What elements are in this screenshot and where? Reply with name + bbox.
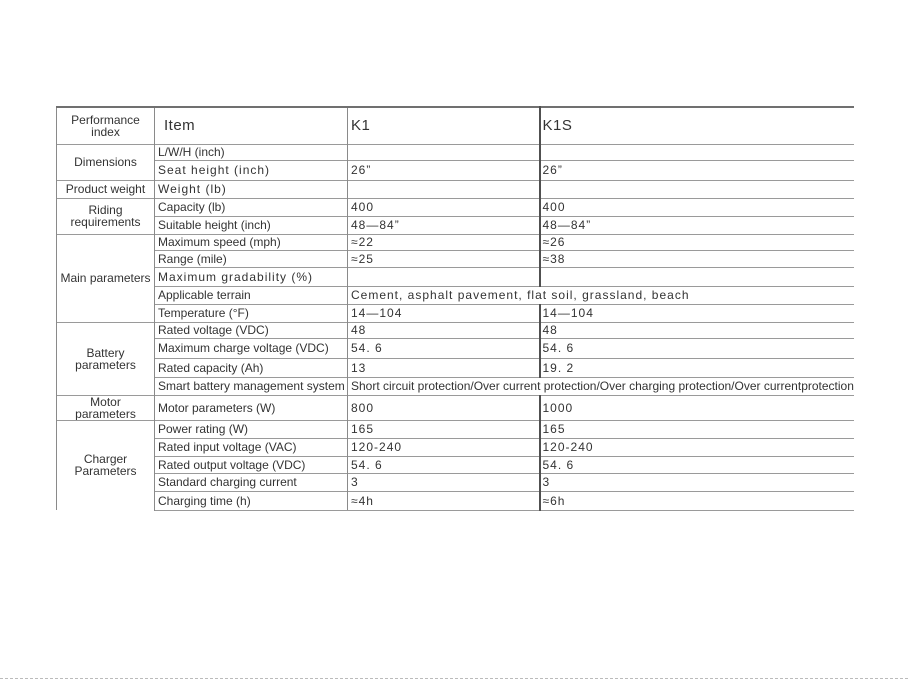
- table-row: [57, 338, 854, 358]
- k1s-cell: 120-240: [540, 438, 854, 456]
- item-cell: Range (mile): [155, 250, 348, 267]
- item-cell: Capacity (lb): [155, 198, 348, 216]
- item-cell: L/W/H (inch): [155, 144, 348, 160]
- battery-protection-cell: Short circuit protection/Over current protection/Over charging protection/Over currentprotection: [348, 377, 854, 395]
- table-row: [57, 144, 854, 160]
- k1-cell: 54. 6: [348, 338, 540, 358]
- item-cell: Power rating (W): [155, 420, 348, 438]
- spec-table: [56, 106, 854, 511]
- table-row: [57, 438, 854, 456]
- k1s-cell: 48: [540, 322, 854, 338]
- table-row: [57, 473, 854, 491]
- k1s-cell: [540, 144, 854, 160]
- table-row: [57, 420, 854, 438]
- item-cell: Charging time (h): [155, 491, 348, 510]
- item-cell: Maximum charge voltage (VDC): [155, 338, 348, 358]
- table-row: [57, 456, 854, 473]
- category-main-parameters: Main parameters: [57, 234, 155, 322]
- k1-cell: [348, 180, 540, 198]
- item-cell: Rated voltage (VDC): [155, 322, 348, 338]
- k1-cell: 120-240: [348, 438, 540, 456]
- k1-cell: 48: [348, 322, 540, 338]
- k1-cell: 26”: [348, 160, 540, 180]
- table-row: [57, 395, 854, 420]
- category-charger-parameters: Charger Parameters: [57, 420, 155, 510]
- k1s-cell: 48—84”: [540, 216, 854, 234]
- k1s-cell: ≈6h: [540, 491, 854, 510]
- category-dimensions: Dimensions: [57, 144, 155, 180]
- item-cell: Weight (lb): [155, 180, 348, 198]
- header-performance-index: Performance index: [57, 107, 155, 144]
- header-item: Item: [155, 107, 348, 144]
- item-cell: Applicable terrain: [155, 286, 348, 304]
- page-bottom-divider: [0, 678, 908, 679]
- item-cell: Maximum speed (mph): [155, 234, 348, 250]
- k1s-cell: 3: [540, 473, 854, 491]
- k1-cell: ≈25: [348, 250, 540, 267]
- k1-cell: 14—104: [348, 304, 540, 322]
- table-row: [57, 377, 854, 395]
- item-cell: Maximum gradability (%): [155, 267, 348, 286]
- k1-cell: 48—84”: [348, 216, 540, 234]
- k1-cell: [348, 267, 540, 286]
- k1s-cell: [540, 180, 854, 198]
- item-cell: Rated capacity (Ah): [155, 358, 348, 377]
- category-riding-requirements: Riding requirements: [57, 198, 155, 234]
- k1-cell: 13: [348, 358, 540, 377]
- table-row: [57, 358, 854, 377]
- k1s-cell: 165: [540, 420, 854, 438]
- item-cell: Standard charging current: [155, 473, 348, 491]
- item-cell: Suitable height (inch): [155, 216, 348, 234]
- table-row: [57, 491, 854, 510]
- table-row: [57, 267, 854, 286]
- table-row: [57, 250, 854, 267]
- item-cell: Rated input voltage (VAC): [155, 438, 348, 456]
- category-motor-parameters: Motor parameters: [57, 395, 155, 420]
- category-product-weight: Product weight: [57, 180, 155, 198]
- k1s-cell: 54. 6: [540, 338, 854, 358]
- k1-cell: 165: [348, 420, 540, 438]
- k1s-cell: 19. 2: [540, 358, 854, 377]
- k1s-cell: ≈38: [540, 250, 854, 267]
- item-cell: Smart battery management system: [155, 377, 348, 395]
- category-battery-parameters: Battery parameters: [57, 322, 155, 395]
- k1s-cell: 26”: [540, 160, 854, 180]
- table-row: [57, 322, 854, 338]
- table-row: [57, 160, 854, 180]
- table-row: [57, 234, 854, 250]
- table-row: [57, 304, 854, 322]
- header-k1: K1: [348, 107, 540, 144]
- table-row: [57, 180, 854, 198]
- k1-cell: ≈22: [348, 234, 540, 250]
- k1-cell: [348, 144, 540, 160]
- header-k1s: K1S: [540, 107, 854, 144]
- k1s-cell: 14—104: [540, 304, 854, 322]
- k1s-cell: 400: [540, 198, 854, 216]
- k1-cell: ≈4h: [348, 491, 540, 510]
- item-cell: Temperature (°F): [155, 304, 348, 322]
- table-row: [57, 198, 854, 216]
- item-cell: Seat height (inch): [155, 160, 348, 180]
- table-row: [57, 216, 854, 234]
- k1s-cell: [540, 267, 854, 286]
- k1s-cell: 54. 6: [540, 456, 854, 473]
- item-cell: Rated output voltage (VDC): [155, 456, 348, 473]
- item-cell: Motor parameters (W): [155, 395, 348, 420]
- table-header-row: [57, 107, 854, 144]
- k1s-cell: 1000: [540, 395, 854, 420]
- k1s-cell: ≈26: [540, 234, 854, 250]
- k1-cell: 54. 6: [348, 456, 540, 473]
- k1-cell: 3: [348, 473, 540, 491]
- k1-cell: 800: [348, 395, 540, 420]
- table-row: [57, 286, 854, 304]
- k1-cell: 400: [348, 198, 540, 216]
- terrain-cell: Cement, asphalt pavement, flat soil, grassland, beach: [348, 286, 854, 304]
